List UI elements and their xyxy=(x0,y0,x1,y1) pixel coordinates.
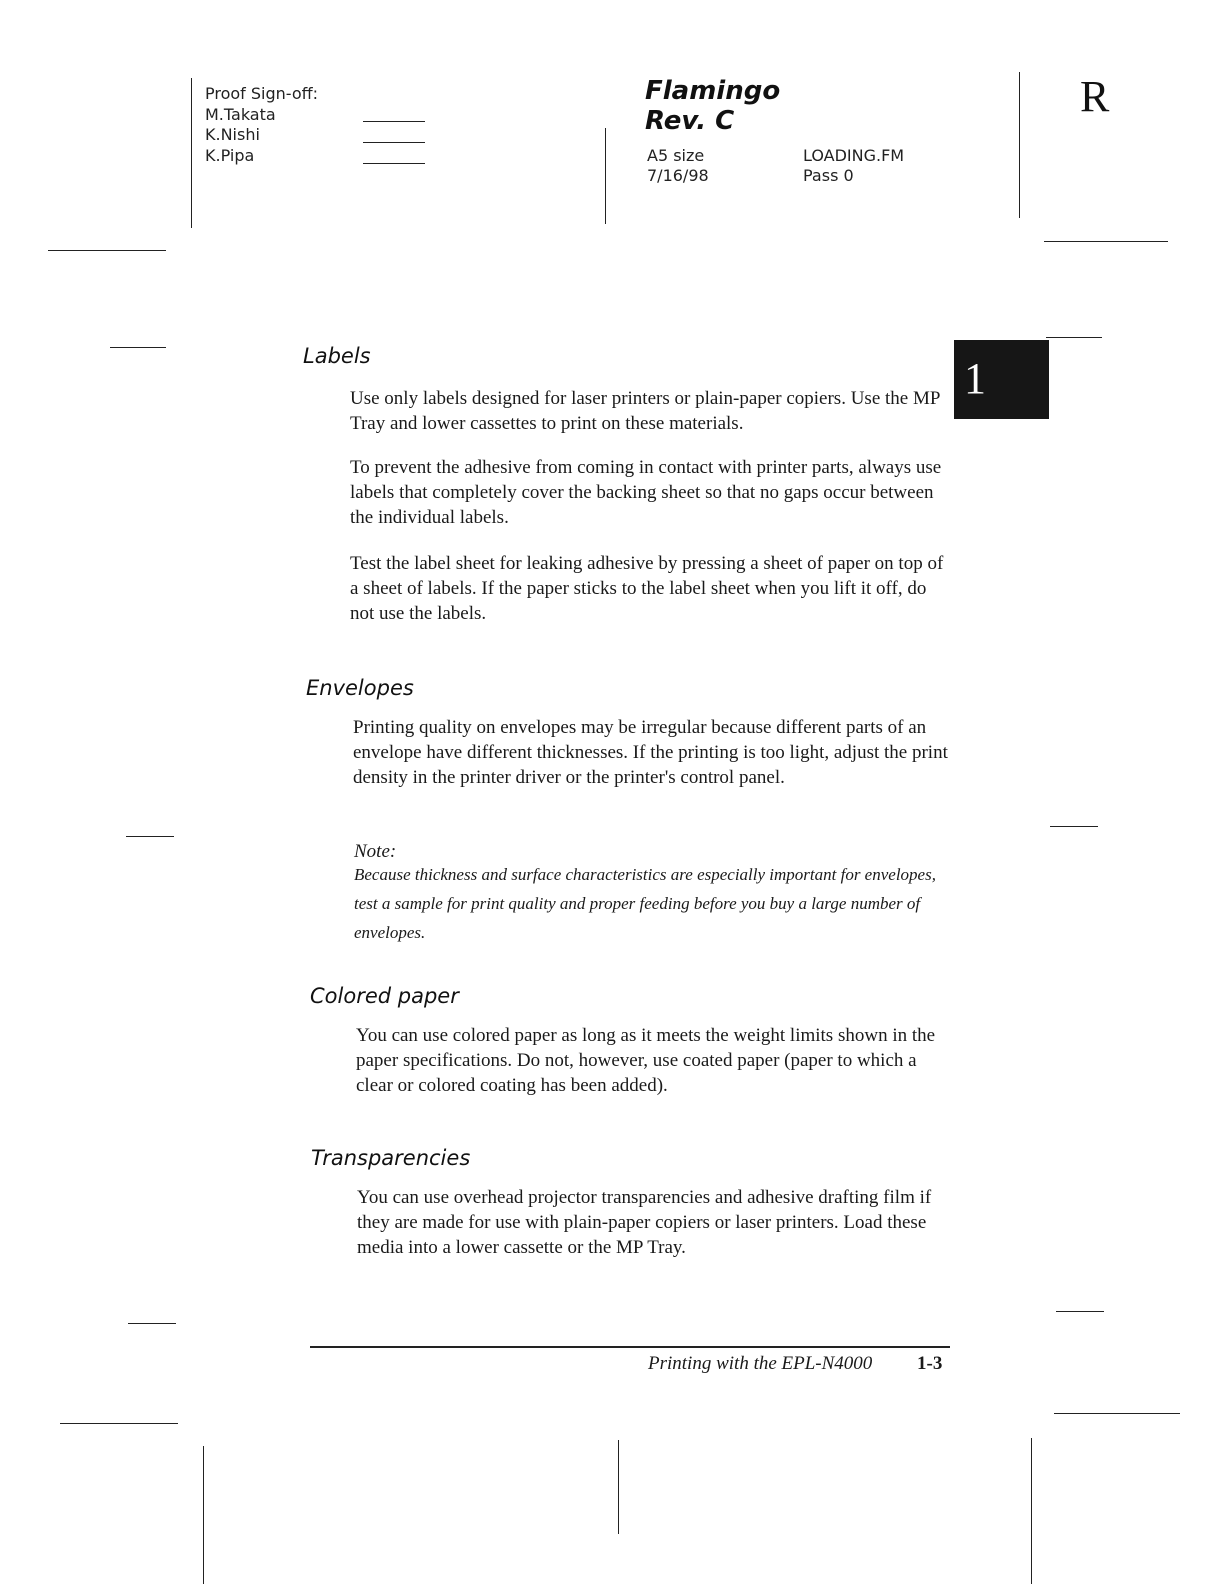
signature-line-1 xyxy=(363,121,425,122)
crop-mark-left-h4 xyxy=(128,1323,176,1324)
crop-mark-right-h5 xyxy=(1054,1413,1180,1414)
meta-file: LOADING.FM xyxy=(803,146,905,165)
signature-line-2 xyxy=(363,142,425,143)
crop-mark-left-top xyxy=(191,78,192,228)
footer-title: Printing with the EPL-N4000 xyxy=(648,1353,873,1374)
crop-mark-right-h4 xyxy=(1056,1311,1104,1312)
chapter-tab xyxy=(954,340,1049,419)
crop-mark-center-bottom xyxy=(618,1440,619,1534)
heading-labels: Labels xyxy=(303,344,371,368)
heading-envelopes: Envelopes xyxy=(306,676,414,700)
doc-title-line1: Flamingo xyxy=(645,76,781,106)
signer-2: K.Nishi xyxy=(205,125,260,144)
proof-label: Proof Sign-off: xyxy=(205,84,319,103)
corner-mark: R xyxy=(1080,72,1110,121)
proof-signoff xyxy=(205,84,318,166)
page-number: 1-3 xyxy=(917,1353,943,1374)
footer-rule xyxy=(310,1346,950,1348)
crop-mark-left-h5 xyxy=(60,1423,178,1424)
signer-3: K.Pipa xyxy=(205,145,255,165)
crop-mark-right-top xyxy=(1019,72,1020,218)
crop-mark-left-h1 xyxy=(48,250,166,251)
crop-mark-right-bottom xyxy=(1031,1438,1032,1584)
chapter-number: 1 xyxy=(964,354,986,403)
doc-title-line2: Rev. C xyxy=(645,106,735,136)
crop-mark-right-h2 xyxy=(1046,337,1102,338)
signature-line-3 xyxy=(363,163,425,164)
meta-pass: Pass 0 xyxy=(803,166,854,185)
meta-date: 7/16/98 xyxy=(647,166,709,185)
labels-paragraph-1: Use only labels designed for laser printers or plain-paper copiers. Use the MP Tray and lower cassettes to print on these materials. xyxy=(350,388,940,434)
envelopes-paragraph: Printing quality on envelopes may be irregular because different parts of an envelope have different thicknesses. If the printing is too light, adjust the print density in the printer driver or the printer's control panel. xyxy=(353,717,948,788)
labels-paragraph-3: Test the label sheet for leaking adhesive by pressing a sheet of paper on top of a sheet of labels. If the paper sticks to the label sheet when you lift it off, do not use the labels. xyxy=(350,553,944,624)
heading-colored-paper: Colored paper xyxy=(310,984,459,1008)
crop-mark-right-h1 xyxy=(1044,241,1168,242)
meta-size: A5 size xyxy=(647,146,705,165)
colored-paper-paragraph: You can use colored paper as long as it meets the weight limits shown in the paper specifications. Do not, however, use coated paper (paper to which a clear or colored coating has been added). xyxy=(356,1025,936,1096)
crop-mark-right-h3 xyxy=(1050,826,1098,827)
crop-mark-left-bottom xyxy=(203,1446,204,1584)
transparencies-paragraph: You can use overhead projector transparencies and adhesive drafting film if they are made for use with plain-paper copiers or laser printers. Load these media into a lower cassette or the MP Tray. xyxy=(357,1187,932,1258)
labels-paragraph-2: To prevent the adhesive from coming in contact with printer parts, always use labels that completely cover the backing sheet so that no gaps occur between the individual labels. xyxy=(350,457,942,528)
crop-mark-left-h2 xyxy=(110,347,166,348)
signer-1: M.Takata xyxy=(205,104,276,124)
crop-mark-left-h3 xyxy=(126,836,174,837)
crop-mark-center-top xyxy=(605,128,606,224)
envelopes-note-label: Note: xyxy=(354,841,397,862)
doc-title xyxy=(645,76,780,136)
envelopes-note-text: Because thickness and surface characteristics are especially important for envelopes, test a sample for print quality and proper feeding before you buy a large number of envelopes. xyxy=(354,865,936,942)
heading-transparencies: Transparencies xyxy=(311,1146,471,1170)
